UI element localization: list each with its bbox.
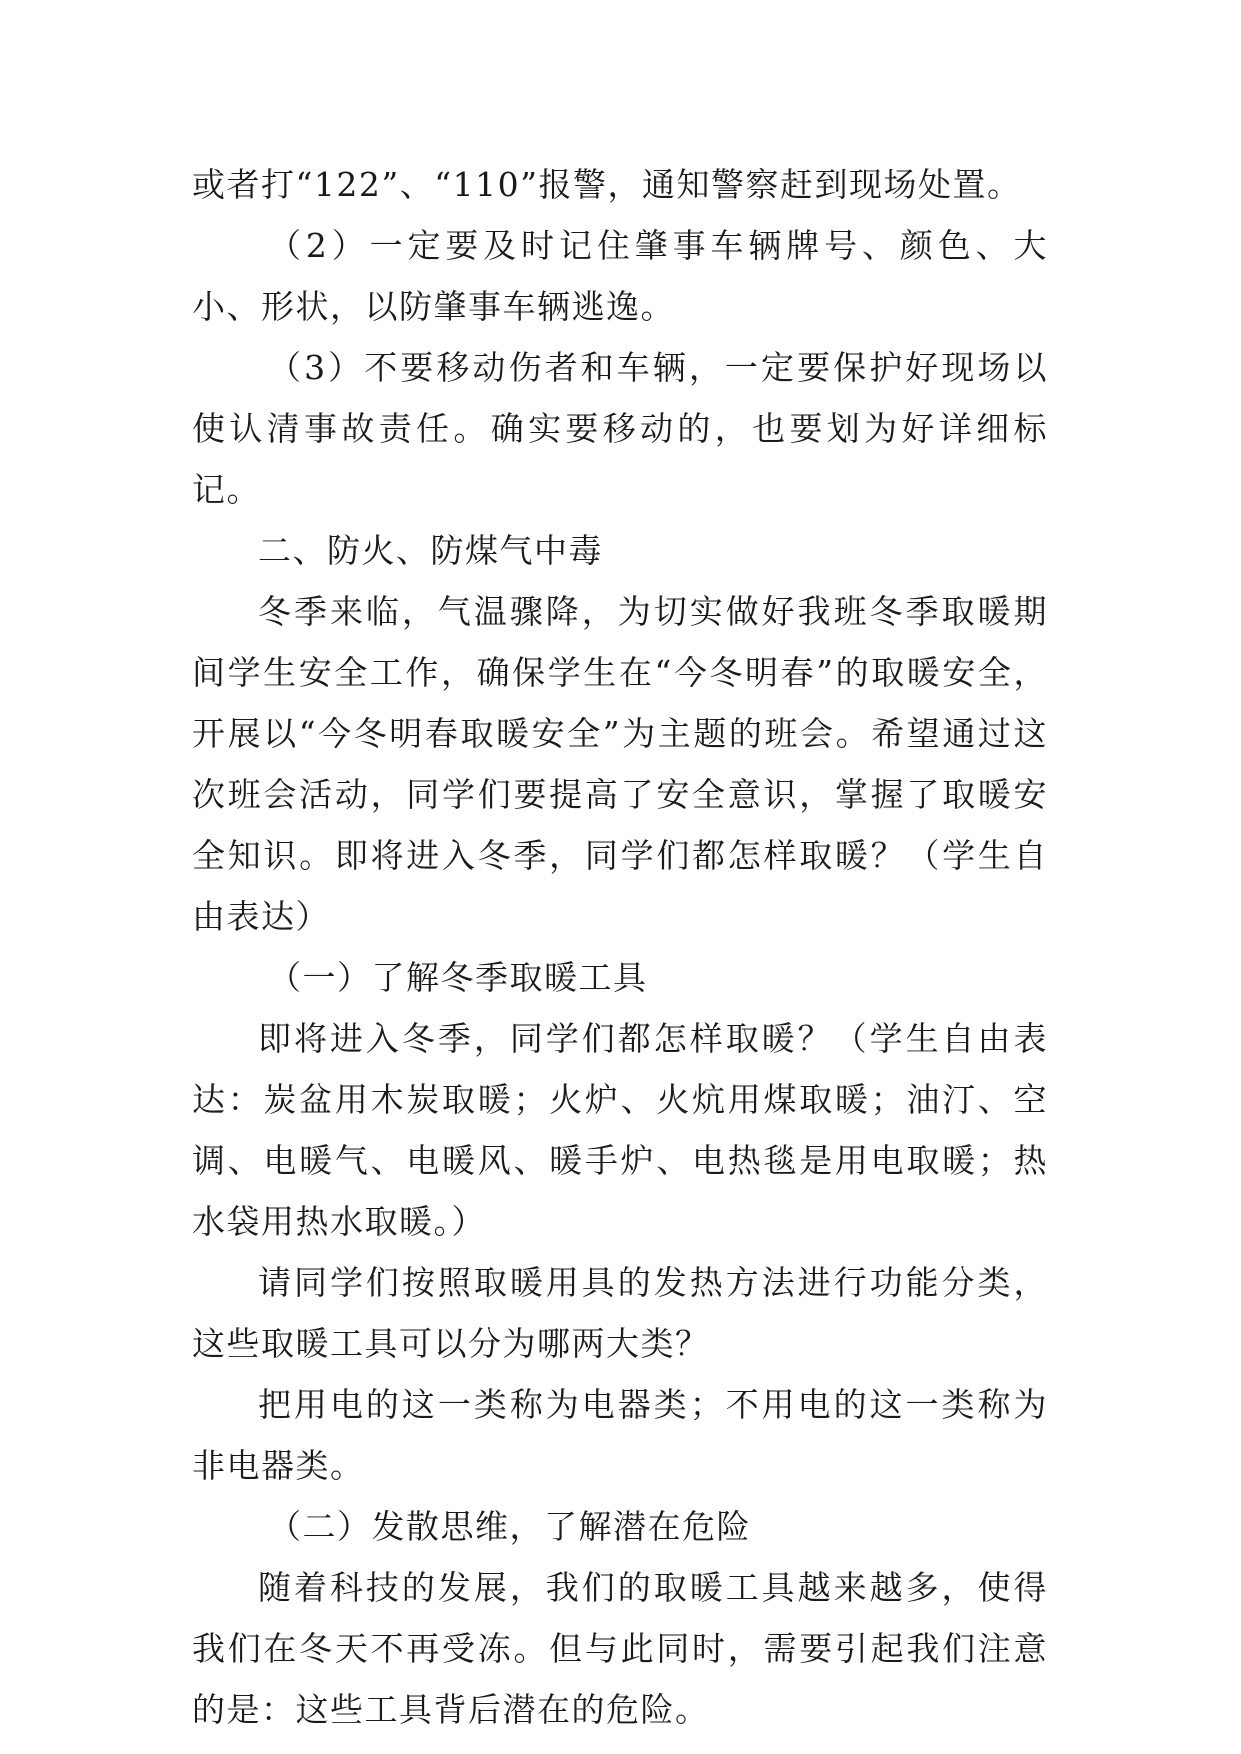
paragraph-classify-answer: 把用电的这一类称为电器类；不用电的这一类称为非电器类。 (192, 1385, 1048, 1485)
paragraph-call-police: 或者打“122”、“110”报警，通知警察赶到现场处置。 (192, 165, 1022, 204)
subheading-heating-tools: （一）了解冬季取暖工具 (268, 958, 648, 997)
paragraph-classify-question: 请同学们按照取暖用具的发热方法进行功能分类，这些取暖工具可以分为哪两大类？ (192, 1263, 1048, 1363)
paragraph-technology-danger: 随着科技的发展，我们的取暖工具越来越多，使得我们在冬天不再受冻。但与此同时，需要引起我们注意的是：这些工具背后潜在的危险。 (192, 1568, 1048, 1729)
paragraph-record-plate: （2）一定要及时记住肇事车辆牌号、颜色、大小、形状，以防肇事车辆逃逸。 (192, 226, 1048, 326)
document-body (192, 154, 1048, 1740)
paragraph-protect-scene: （3）不要移动伤者和车辆，一定要保护好现场以使认清事故责任。确实要移动的，也要划为好详细标记。 (192, 348, 1048, 509)
paragraph-heating-methods: 即将进入冬季，同学们都怎样取暖？（学生自由表达：炭盆用木炭取暖；火炉、火炕用煤取暖；油汀、空调、电暖气、电暖风、暖手炉、电热毯是用电取暖；热水袋用热水取暖。） (192, 1019, 1048, 1241)
paragraph-winter-intro: 冬季来临，气温骤降，为切实做好我班冬季取暖期间学生安全工作，确保学生在“今冬明春”的取暖安全，开展以“今冬明春取暖安全”为主题的班会。希望通过这次班会活动，同学们要提高了安全意识，掌握了取暖安全知识。即将进入冬季，同学们都怎样取暖？（学生自由表达） (192, 592, 1048, 936)
subheading-potential-danger: （二）发散思维，了解潜在危险 (268, 1507, 751, 1546)
section-heading-fire-gas: 二、防火、防煤气中毒 (258, 531, 603, 570)
